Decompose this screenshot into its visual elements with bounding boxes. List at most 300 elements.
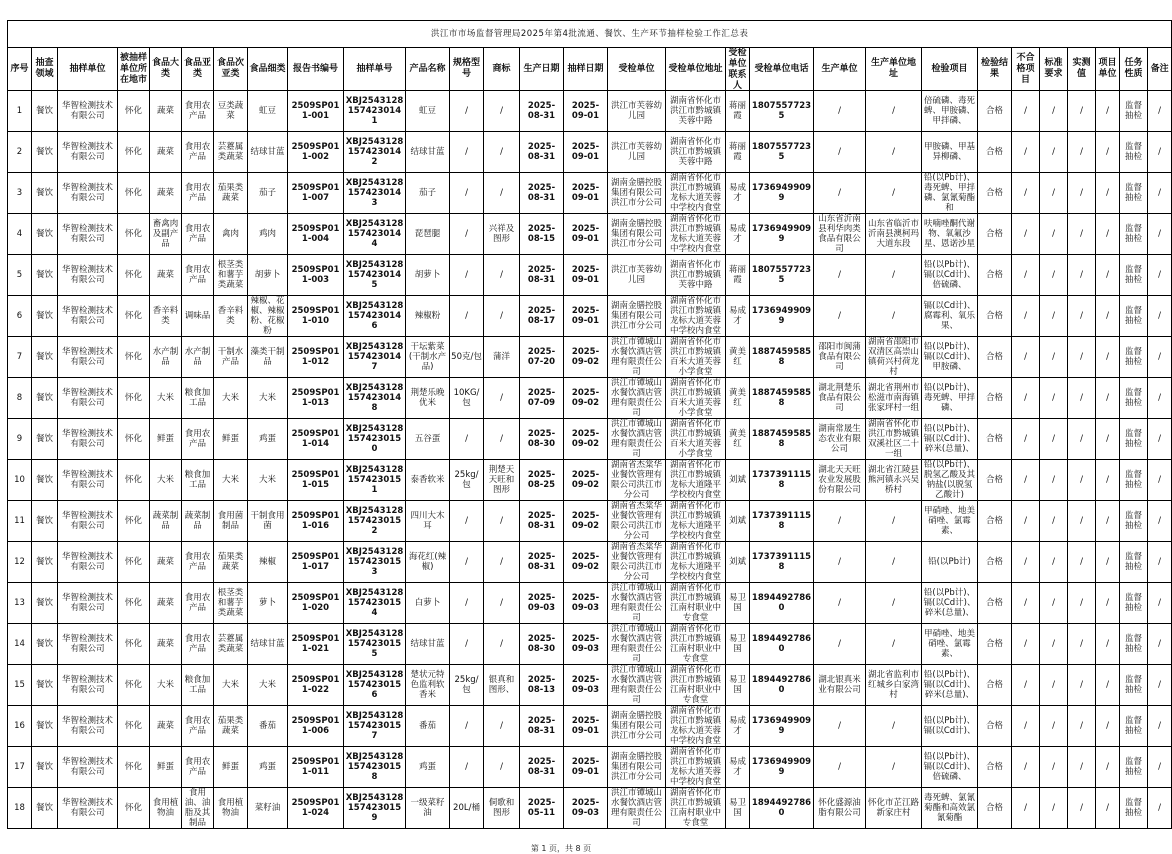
table-cell: 鲜蛋 (150, 419, 182, 460)
table-cell: 铅(以Pb计)、镉(以Cd计)、碎米(总量)、 (922, 583, 978, 624)
table-cell: 25kg/包 (450, 665, 484, 706)
table-cell: 2509SP011-006 (288, 706, 344, 747)
table-cell: 2025-08-31 (520, 173, 564, 214)
table-cell: 番茄 (406, 706, 450, 747)
table-cell: 合格 (978, 296, 1012, 337)
column-header: 受检单位电话 (750, 48, 814, 91)
table-cell: 食用菌制品 (214, 501, 248, 542)
table-cell: 湖南省怀化市洪江市黔城镇江南村职业中专食堂 (666, 665, 726, 706)
table-cell: / (1096, 337, 1120, 378)
table-cell: XBJ25431281574230150 (344, 419, 406, 460)
table-cell: 呋喃唑酮代谢物、氧氟沙星、恩诺沙星 (922, 214, 978, 255)
table-cell: 豆类蔬菜 (214, 91, 248, 132)
table-cell: 一级菜籽油 (406, 788, 450, 829)
table-cell: 湖北省江陵县熊河镇永兴吴桥村 (866, 460, 922, 501)
table-cell: 怀化 (118, 419, 150, 460)
table-cell: 合格 (978, 624, 1012, 665)
table-cell: 湖北荆楚乐食品有限公司 (814, 378, 866, 419)
table-cell: / (484, 173, 520, 214)
table-cell: 餐饮 (32, 255, 58, 296)
table-cell: 食用农产品 (182, 91, 214, 132)
table-cell: 辣椒、花椒、辣椒粉、花椒粉 (248, 296, 288, 337)
table-cell: 2025-09-02 (564, 460, 608, 501)
table-cell: 蔬菜 (150, 91, 182, 132)
table-cell: 2509SP011-022 (288, 665, 344, 706)
table-cell: / (814, 542, 866, 583)
column-header: 抽样日期 (564, 48, 608, 91)
table-cell: / (1068, 132, 1096, 173)
table-cell: / (1040, 788, 1068, 829)
table-cell: / (1012, 460, 1040, 501)
table-cell: 餐饮 (32, 214, 58, 255)
table-cell: XBJ25431281574230158 (344, 747, 406, 788)
table-cell: XBJ25431281574230141 (344, 91, 406, 132)
table-cell: 甲胺磷、甲基异柳磷、 (922, 132, 978, 173)
table-cell: XBJ25431281574230156 (344, 665, 406, 706)
table-cell: 18944927860 (750, 583, 814, 624)
table-cell: 易成才 (726, 706, 750, 747)
table-cell: 怀化 (118, 378, 150, 419)
table-cell: / (450, 419, 484, 460)
table-cell: XBJ25431281574230142 (344, 132, 406, 173)
table-cell: 2509SP011-011 (288, 747, 344, 788)
table-cell: 监督抽检 (1120, 378, 1148, 419)
table-cell: 餐饮 (32, 501, 58, 542)
table-cell: 鸡蛋 (248, 747, 288, 788)
table-cell: / (450, 173, 484, 214)
table-cell: 12 (8, 542, 32, 583)
table-cell: 鸡蛋 (406, 747, 450, 788)
table-cell: 华智检测技术有限公司 (58, 214, 118, 255)
table-cell: / (1068, 501, 1096, 542)
table-cell: 合格 (978, 460, 1012, 501)
table-cell: / (1068, 378, 1096, 419)
table-cell: 蔬菜 (150, 706, 182, 747)
table-row (8, 747, 1172, 788)
table-cell: / (1068, 337, 1096, 378)
table-cell: 湖南省怀化市洪江市黔城镇龙标大道隆平学校校内食堂 (666, 460, 726, 501)
table-cell: 17373911158 (750, 542, 814, 583)
table-cell: 铅(以Pb计)、毒死蜱、甲拌磷、氯氰菊酯和 (922, 173, 978, 214)
table-cell: 大米 (248, 460, 288, 501)
table-cell: 监督抽检 (1120, 788, 1148, 829)
table-cell: 湖南金膳控股集团有限公司洪江市分公司 (608, 214, 666, 255)
table-cell: 四川大木耳 (406, 501, 450, 542)
table-cell: 湖北省荆州市松滋市南海镇张家坪村一组 (866, 378, 922, 419)
table-cell: / (1012, 132, 1040, 173)
table-cell: / (866, 583, 922, 624)
table-cell: 食用农产品 (182, 214, 214, 255)
table-cell: 易卫国 (726, 624, 750, 665)
table-cell: 18944927860 (750, 788, 814, 829)
table-cell: / (1148, 788, 1172, 829)
table-cell: 2025-05-11 (520, 788, 564, 829)
table-cell: 2509SP011-013 (288, 378, 344, 419)
table-cell: 湖南金膳控股集团有限公司洪江市分公司 (608, 173, 666, 214)
table-cell: 监督抽检 (1120, 255, 1148, 296)
table-cell: 2025-08-31 (520, 255, 564, 296)
table-cell: / (484, 132, 520, 173)
table-cell: 华智检测技术有限公司 (58, 419, 118, 460)
table-cell: 7 (8, 337, 32, 378)
table-cell: 11 (8, 501, 32, 542)
table-cell: / (1148, 378, 1172, 419)
table-cell: 茄果类蔬菜 (214, 706, 248, 747)
table-cell: 2509SP011-010 (288, 296, 344, 337)
table-cell: 水产制品 (182, 337, 214, 378)
table-cell: 山东省临沂市沂南县澳柯玛大道东段 (866, 214, 922, 255)
table-cell: 洪江市镡城山水餐饮酒店管理有限责任公司 (608, 788, 666, 829)
table-cell: 华智检测技术有限公司 (58, 665, 118, 706)
table-cell: 18874595858 (750, 419, 814, 460)
table-cell: / (814, 255, 866, 296)
table-cell: 监督抽检 (1120, 296, 1148, 337)
table-cell: / (1068, 419, 1096, 460)
table-cell: 刘斌 (726, 460, 750, 501)
table-cell: 50克/包 (450, 337, 484, 378)
table-cell: 湖南省怀化市洪江市黔城镇百米大道芙蓉小学食堂 (666, 378, 726, 419)
table-cell: / (484, 583, 520, 624)
table-cell: / (1068, 460, 1096, 501)
table-cell: / (1148, 583, 1172, 624)
table-cell: 琵琶腿 (406, 214, 450, 255)
table-cell: 铅(以Pb计)、镉(以Cd计)、倍硫磷、 (922, 747, 978, 788)
table-cell: / (1012, 296, 1040, 337)
table-cell: / (1040, 542, 1068, 583)
table-cell: 菜籽油 (248, 788, 288, 829)
table-cell: 根茎类和薯芋类蔬菜 (214, 255, 248, 296)
table-cell: 洪江市镡城山水餐饮酒店管理有限责任公司 (608, 419, 666, 460)
table-cell: / (1040, 460, 1068, 501)
table-cell: / (1040, 747, 1068, 788)
table-cell: 洪江市镡城山水餐饮酒店管理有限责任公司 (608, 337, 666, 378)
table-cell: 6 (8, 296, 32, 337)
table-cell: 食用农产品 (182, 747, 214, 788)
table-cell: / (450, 255, 484, 296)
table-cell: / (814, 91, 866, 132)
table-cell: / (1096, 255, 1120, 296)
table-cell: 食用农产品 (182, 583, 214, 624)
table-cell: 2509SP011-016 (288, 501, 344, 542)
table-cell: 2025-09-03 (564, 624, 608, 665)
table-cell: 湖北银真米业有限公司 (814, 665, 866, 706)
table-cell: 餐饮 (32, 747, 58, 788)
table-cell: 蔬菜制品 (150, 501, 182, 542)
table-cell: / (814, 132, 866, 173)
table-row (8, 665, 1172, 706)
table-row (8, 378, 1172, 419)
table-cell: / (1012, 337, 1040, 378)
table-cell: 兴祥及图形 (484, 214, 520, 255)
table-cell: / (814, 747, 866, 788)
table-cell: 合格 (978, 665, 1012, 706)
table-cell: 干制水产品 (214, 337, 248, 378)
table-cell: 2025-08-30 (520, 419, 564, 460)
table-cell: 25kg/包 (450, 460, 484, 501)
table-cell: / (866, 296, 922, 337)
table-cell: 18944927860 (750, 665, 814, 706)
table-cell: 甲硝唑、地美硝唑、氯霉素、 (922, 501, 978, 542)
table-cell: 湖南省怀化市洪江市黔城镇龙标大道芙蓉中学校内食堂 (666, 214, 726, 255)
table-cell: 铅(以Pb计)、脱氢乙酸及其钠盐(以脱氢乙酸计) (922, 460, 978, 501)
table-cell: / (484, 255, 520, 296)
table-cell: 刘斌 (726, 501, 750, 542)
column-header: 抽样单位 (58, 48, 118, 91)
table-cell: 13 (8, 583, 32, 624)
table-cell: / (450, 132, 484, 173)
table-cell: 2025-08-17 (520, 296, 564, 337)
table-cell: 铅(以Pb计)、镉(以Cd计)、 (922, 706, 978, 747)
table-cell: 怀化 (118, 624, 150, 665)
table-cell: / (1012, 173, 1040, 214)
table-cell: 干制食用菌 (248, 501, 288, 542)
table-cell: / (1068, 624, 1096, 665)
table-cell: 大米 (214, 378, 248, 419)
table-cell: 餐饮 (32, 132, 58, 173)
table-cell: 湖南省怀化市洪江市黔城镇龙标大道芙蓉中学校内食堂 (666, 296, 726, 337)
table-cell: / (1068, 173, 1096, 214)
table-cell: 合格 (978, 91, 1012, 132)
table-cell: / (866, 624, 922, 665)
table-cell: 16 (8, 706, 32, 747)
table-cell: 怀化 (118, 706, 150, 747)
table-cell: 海花红(辣椒) (406, 542, 450, 583)
table-row (8, 214, 1172, 255)
table-cell: / (1012, 378, 1040, 419)
table-cell: 2025-09-02 (564, 542, 608, 583)
table-cell: 监督抽检 (1120, 706, 1148, 747)
table-cell: 2509SP011-007 (288, 173, 344, 214)
table-cell: 怀化 (118, 747, 150, 788)
table-cell: 萝卜 (248, 583, 288, 624)
table-cell: 10KG/包 (450, 378, 484, 419)
table-cell: 2025-08-31 (520, 501, 564, 542)
column-header: 报告书编号 (288, 48, 344, 91)
table-cell: 食用植物油 (150, 788, 182, 829)
table-cell: 粮食加工品 (182, 665, 214, 706)
table-cell: 2025-08-15 (520, 214, 564, 255)
table-cell: 番茄 (248, 706, 288, 747)
table-cell: 华智检测技术有限公司 (58, 747, 118, 788)
table-cell: / (1096, 296, 1120, 337)
table-row (8, 624, 1172, 665)
table-cell: / (1040, 665, 1068, 706)
table-cell: 结球甘蓝 (406, 132, 450, 173)
table-cell: 监督抽检 (1120, 624, 1148, 665)
table-cell: 易卫国 (726, 665, 750, 706)
table-cell: XBJ25431281574230151 (344, 460, 406, 501)
table-cell: 3 (8, 173, 32, 214)
table-cell: / (1148, 706, 1172, 747)
table-cell: / (1096, 173, 1120, 214)
table-cell: 禽肉 (214, 214, 248, 255)
column-header: 抽查领域 (32, 48, 58, 91)
table-cell: 茄果类蔬菜 (214, 542, 248, 583)
table-cell: XBJ25431281574230155 (344, 624, 406, 665)
table-cell: / (484, 91, 520, 132)
table-cell: 怀化市芷江路新家庄村 (866, 788, 922, 829)
table-cell: 湖南省怀化市洪江市黔城镇芙蓉中路 (666, 255, 726, 296)
table-cell: 监督抽检 (1120, 665, 1148, 706)
table-row (8, 460, 1172, 501)
table-cell: 水产制品 (150, 337, 182, 378)
table-cell: / (1148, 91, 1172, 132)
table-cell: 17369499099 (750, 296, 814, 337)
table-cell: 食用农产品 (182, 419, 214, 460)
table-cell: 17369499099 (750, 706, 814, 747)
table-row (8, 296, 1172, 337)
table-cell: 2 (8, 132, 32, 173)
table-cell: 湖南省怀化市洪江市黔城镇芙蓉中路 (666, 132, 726, 173)
column-header: 食品次亚类 (214, 48, 248, 91)
table-cell: / (1096, 378, 1120, 419)
table-cell: 湖北天天旺农业发展股份有限公司 (814, 460, 866, 501)
table-cell: 2025-09-01 (564, 747, 608, 788)
table-cell: / (1148, 255, 1172, 296)
table-cell: / (1012, 583, 1040, 624)
table-cell: 湖南省怀化市洪江市黔城镇龙标大道芙蓉中学校内食堂 (666, 706, 726, 747)
table-cell: / (1096, 501, 1120, 542)
table-cell: 胡萝卜 (406, 255, 450, 296)
table-cell: 5 (8, 255, 32, 296)
table-cell: 2509SP011-017 (288, 542, 344, 583)
table-cell: 2025-09-02 (564, 419, 608, 460)
table-cell: 甲硝唑、地美硝唑、氯霉素、 (922, 624, 978, 665)
table-cell: 湖南常晟生态农业有限公司 (814, 419, 866, 460)
table-cell: 山东省沂南县利华肉类食品有限公司 (814, 214, 866, 255)
table-cell: 胡萝卜 (248, 255, 288, 296)
table-cell: 黄美红 (726, 419, 750, 460)
table-cell: 17 (8, 747, 32, 788)
table-cell: 2025-08-31 (520, 706, 564, 747)
table-cell: XBJ25431281574230145 (344, 255, 406, 296)
column-header: 实测值 (1068, 48, 1096, 91)
column-header: 受检单位 (608, 48, 666, 91)
table-cell: 结球甘蓝 (248, 132, 288, 173)
table-cell: 2509SP011-021 (288, 624, 344, 665)
table-cell: 2025-09-03 (520, 583, 564, 624)
table-cell: 2509SP011-004 (288, 214, 344, 255)
table-row (8, 788, 1172, 829)
table-cell: 合格 (978, 132, 1012, 173)
table-cell: XBJ25431281574230143 (344, 173, 406, 214)
table-cell: XBJ25431281574230157 (344, 706, 406, 747)
table-cell: 蔬菜 (150, 624, 182, 665)
table-cell: 华智检测技术有限公司 (58, 624, 118, 665)
table-cell: 2025-09-01 (564, 173, 608, 214)
table-cell: 调味品 (182, 296, 214, 337)
table-cell: 泰香软米 (406, 460, 450, 501)
column-header: 生产日期 (520, 48, 564, 91)
table-cell: 湖南省怀化市洪江市黔城镇江南村职业中专食堂 (666, 788, 726, 829)
table-cell: 洪江市镡城山水餐饮酒店管理有限责任公司 (608, 583, 666, 624)
table-cell: 怀化 (118, 337, 150, 378)
table-row (8, 255, 1172, 296)
table-cell: 监督抽检 (1120, 747, 1148, 788)
table-cell: / (866, 91, 922, 132)
table-cell: 18075577235 (750, 91, 814, 132)
table-cell: 监督抽检 (1120, 132, 1148, 173)
table-cell: 鸡蛋 (248, 419, 288, 460)
table-cell: / (1012, 419, 1040, 460)
table-cell: 20L/桶 (450, 788, 484, 829)
table-cell: 铅(以Pb计) (922, 542, 978, 583)
table-cell: 2025-09-01 (564, 255, 608, 296)
column-header: 备注 (1148, 48, 1172, 91)
table-cell: 怀化 (118, 788, 150, 829)
table-cell: 监督抽检 (1120, 583, 1148, 624)
table-cell: / (1040, 501, 1068, 542)
table-cell: / (1040, 583, 1068, 624)
table-cell: / (484, 624, 520, 665)
table-cell: 2025-09-01 (564, 132, 608, 173)
table-cell: 香辛料类 (214, 296, 248, 337)
table-cell: / (1148, 665, 1172, 706)
table-cell: 华智检测技术有限公司 (58, 173, 118, 214)
table-cell: 餐饮 (32, 378, 58, 419)
table-cell: 荆楚乐晚优米 (406, 378, 450, 419)
table-cell: 藻类干制品 (248, 337, 288, 378)
table-cell: 鸡肉 (248, 214, 288, 255)
table-cell: 铅(以Pb计)、毒死蜱、甲拌磷、 (922, 378, 978, 419)
table-cell: / (1068, 542, 1096, 583)
column-header: 检验项目 (922, 48, 978, 91)
table-cell: / (1068, 255, 1096, 296)
table-cell: 湖南金膳控股集团有限公司洪江市分公司 (608, 706, 666, 747)
table-cell: 2025-09-01 (564, 706, 608, 747)
table-cell: / (866, 706, 922, 747)
table-cell: / (866, 747, 922, 788)
table-cell: 监督抽检 (1120, 214, 1148, 255)
table-cell: 监督抽检 (1120, 419, 1148, 460)
table-cell: 餐饮 (32, 665, 58, 706)
table-cell: 怀化 (118, 132, 150, 173)
table-cell: 华智检测技术有限公司 (58, 337, 118, 378)
table-cell: / (450, 91, 484, 132)
table-cell: 食用植物油 (214, 788, 248, 829)
table-cell: 香辛料类 (150, 296, 182, 337)
table-cell: / (1068, 788, 1096, 829)
table-cell: / (1096, 706, 1120, 747)
table-cell: 2509SP011-015 (288, 460, 344, 501)
table-cell: 怀化 (118, 296, 150, 337)
table-cell: 监督抽检 (1120, 337, 1148, 378)
table-cell: 湖南省怀化市洪江市黔城镇百米大道芙蓉小学食堂 (666, 419, 726, 460)
table-cell: 大米 (248, 378, 288, 419)
table-cell: 湖南金膳控股集团有限公司洪江市分公司 (608, 747, 666, 788)
table-cell: / (484, 501, 520, 542)
table-cell: 结球甘蓝 (406, 624, 450, 665)
table-cell: / (1068, 747, 1096, 788)
table-cell: 合格 (978, 501, 1012, 542)
table-cell: / (1096, 542, 1120, 583)
table-cell: 大米 (248, 665, 288, 706)
table-cell: / (1096, 214, 1120, 255)
table-cell: 17369499099 (750, 173, 814, 214)
column-header: 商标 (484, 48, 520, 91)
title-row (8, 21, 1172, 48)
table-cell: 蒋丽霞 (726, 91, 750, 132)
table-cell: / (1040, 624, 1068, 665)
table-cell: / (1068, 583, 1096, 624)
table-cell: 华智检测技术有限公司 (58, 706, 118, 747)
column-header: 检验结果 (978, 48, 1012, 91)
table-cell: 湖北省监利市红城乡白家湾村 (866, 665, 922, 706)
table-cell: 铅(以Pb计)、镉(以Cd计)、倍硫磷、 (922, 255, 978, 296)
column-header: 受检单位地址 (666, 48, 726, 91)
table-cell: 怀化 (118, 665, 150, 706)
table-row (8, 173, 1172, 214)
